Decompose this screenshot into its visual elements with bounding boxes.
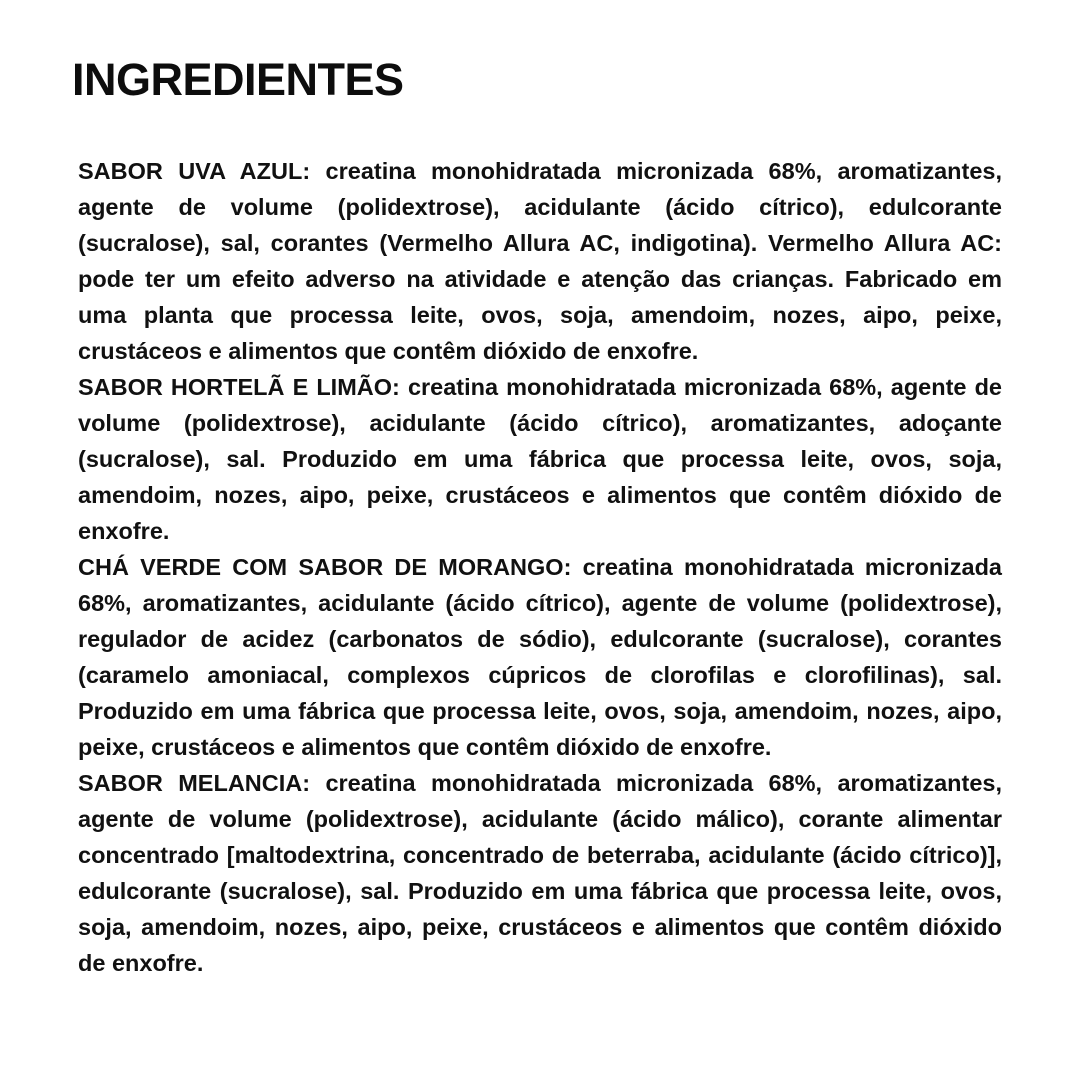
page-title: INGREDIENTES <box>72 54 404 105</box>
ingredient-section-uva-azul <box>78 153 1002 369</box>
ingredient-section-hortela-limao <box>78 369 1002 549</box>
ingredient-text: creatina monohidratada micronizada 68%, agente de volume (polidextrose), acidulante (ácido cítrico), aromatizantes, adoçante (sucralose), sal. Produzido em uma fábrica que processa leite, ovos, soja, amendoim, nozes, aipo, peixe, crustáceos e alimentos que contêm dióxido de enxofre. <box>78 374 1002 544</box>
ingredient-section-cha-verde-morango <box>78 549 1002 765</box>
ingredient-text: creatina monohidratada micronizada 68%, aromatizantes, agente de volume (polidextrose), acidulante (ácido cítrico), edulcorante (sucralose), sal, corantes (Vermelho Allura AC, indigotina). Vermelho Allura AC: pode ter um efeito adverso na atividade e atenção das crianças. Fabricado em uma planta que processa leite, ovos, soja, amendoim, nozes, aipo, peixe, crustáceos e alimentos que contêm dióxido de enxofre. <box>78 158 1003 364</box>
ingredient-text: creatina monohidratada micronizada 68%, aromatizantes, agente de volume (polidextrose), acidulante (ácido málico), corante alimentar concentrado [maltodextrina, concentrado de beterraba, acidulante (ácido cítrico)], edulcorante (sucralose), sal. Produzido em uma fábrica que processa leite, ovos, soja, amendoim, nozes, aipo, peixe, crustáceos e alimentos que contêm dióxido de enxofre. <box>78 770 1003 976</box>
flavor-label: SABOR MELANCIA: <box>78 770 311 796</box>
ingredient-section-melancia <box>78 765 1002 981</box>
ingredient-text: creatina monohidratada micronizada 68%, aromatizantes, acidulante (ácido cítrico), agente de volume (polidextrose), regulador de acidez (carbonatos de sódio), edulcorante (sucralose), corantes (caramelo amoniacal, complexos cúpricos de clorofilas e clorofilinas), sal. Produzido em uma fábrica que processa leite, ovos, soja, amendoim, nozes, aipo, peixe, crustáceos e alimentos que contêm dióxido de enxofre. <box>78 554 1003 760</box>
flavor-label: SABOR HORTELÃ E LIMÃO: <box>78 374 400 400</box>
flavor-label: CHÁ VERDE COM SABOR DE MORANGO: <box>78 554 572 580</box>
flavor-label: SABOR UVA AZUL: <box>78 158 311 184</box>
ingredients-list <box>78 153 1002 981</box>
